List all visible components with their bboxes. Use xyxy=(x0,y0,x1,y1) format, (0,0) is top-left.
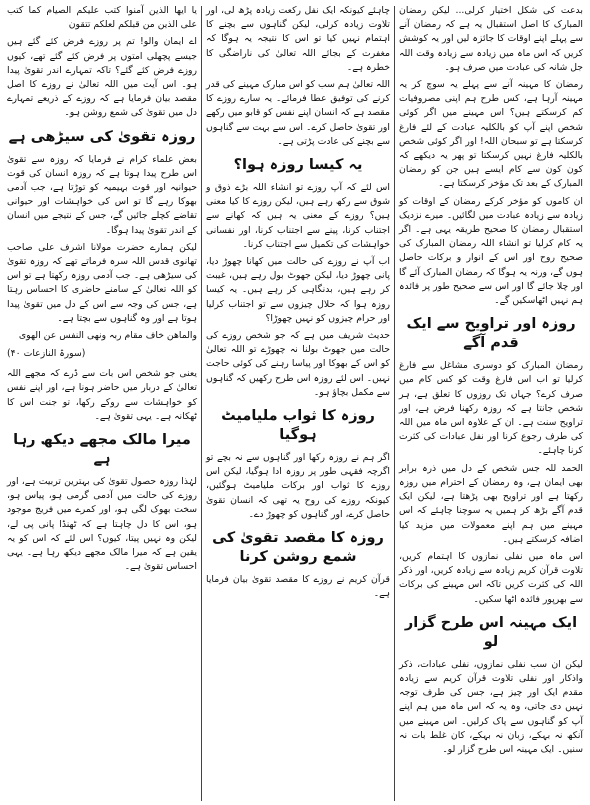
column-middle xyxy=(203,4,393,801)
section-heading: روزہ کا ثواب ملیامیٹ ہوگیا xyxy=(221,408,375,444)
paragraph: اگر ہم نے روزہ رکھا اور گناہوں سے نہ بچے تو اگرچہ فقہی طور پر روزہ ادا ہوگیا، لیکن اس روزے کا ثواب اور برکات ملیامیٹ ہوگئیں، کیونکہ روزے کی روح یہ تھی کہ انسان تقویٰ حاصل کرے، اور گناہوں کو چھوڑ دے۔ xyxy=(206,452,390,520)
paragraph: قرآن کریم نے روزے کا مقصد تقویٰ بیان فرمایا ہے۔ xyxy=(206,574,390,600)
section-heading: روزہ اور تراویح سے ایک قدم آگے xyxy=(406,316,576,352)
verse-text: والماھن خاف مقام ربہ ونھی النفس عن الھوی xyxy=(18,330,197,342)
paragraph: یعنی جو شخص اس بات سے ڈرے کہ مجھے اللہ تعالیٰ کے دربار میں حاضر ہونا ہے، اور اپنے نفس کو خواہشات سے روکے رکھا، تو جنت اس کا ٹھکانہ ہے۔ یہی تقویٰ ہے۔ xyxy=(7,368,197,422)
section-heading: روزہ تقویٰ کی سیڑھی ہے xyxy=(8,128,196,145)
paragraph: بدعت کی شکل اختیار کرلی... لیکن رمضان المبارک کا اصل استقبال یہ ہے کہ رمضان آنے سے پہلے اپنے اوقات کا جائزہ لیں اور یہ کوشش کریں کہ اس ماہ میں زیادہ سے زیادہ وقت اللہ جل شانہ کی عبادت میں صرف ہو۔ xyxy=(399,5,583,73)
verse-reference: (سورۃ النازعات ۴۰) xyxy=(7,348,86,360)
section-heading: یہ کیسا روزہ ہوا؟ xyxy=(233,157,363,174)
column-right xyxy=(396,4,586,801)
paragraph: لہٰذا روزہ حصول تقویٰ کی بہترین تربیت ہے، اور روزے کی حالت میں آدمی گرمی ہو، پیاس ہو، سخت بھوک لگی ہو، اور کمرے میں فریج موجود ہو، اس کا دل چاہتا ہے کہ ٹھنڈا پانی پی لے، لیکن وہ نہیں پیتا، کیوں؟ اس لئے کہ اس کو یہ یقین ہے کہ میرا مالک مجھے دیکھ رہا ہے۔ یہی احساس تقویٰ ہے۔ xyxy=(7,476,197,573)
paragraph: چاہئے کیونکہ ایک نفل رکعت زیادہ پڑھ لی، اور تلاوت زیادہ کرلی، لیکن گناہوں سے بچنے کا اہتمام نہیں کیا تو اس کا نتیجہ یہ ہوگا کہ مغفرت کے بجائے اللہ تعالیٰ کی ناراضگی کا خطرہ ہے۔ xyxy=(206,5,390,73)
paragraph: رمضان کا مہینہ آنے سے پہلے یہ سوچ کر یہ مہینہ آرہا ہے، کس طرح ہم اپنی مصروفیات کم کرسکتے ہیں؟ اس مہینے میں اگر کوئی شخص اپنے آپ کو بالکلیہ عبادت کے لئے فارغ کرسکتا ہے تو سبحان اللہ! اور اگر کوئی شخص بالکلیہ فارغ نہیں کرسکتا تو پھر یہ دیکھے کہ کون کون سے کام ایسے ہیں جن کو رمضان المبارک کے بعد تک مؤخر کرسکتا ہے۔ xyxy=(399,79,583,190)
section-heading: روزہ کا مقصد تقویٰ کی شمع روشن کرنا xyxy=(212,530,384,566)
verse-quote xyxy=(7,329,197,361)
paragraph: لیکن ان سب نفلی نمازوں، نفلی عبادات، ذکر واذکار اور نفلی تلاوت قرآن کریم سے زیادہ مقدم ایک اور چیز ہے، جس کی طرف توجہ نہیں دی جاتی، وہ یہ کہ اس ماہ میں ہم اپنے آپ کو گناہوں سے پاک کرلیں۔ اس مہینے میں آنکھ نہ بہکے، زبان نہ بہکے، کان غلط بات نہ سنیں۔ ایک مہینہ اس طرح گزار لو۔ xyxy=(399,658,583,755)
paragraph: بعض علماء کرام نے فرمایا کہ روزہ سے تقویٰ اس طرح پیدا ہوتا ہے کہ روزہ انسان کی قوت حیوانیہ اور قوت بہیمیہ کو توڑتا ہے، جب آدمی بھوکا رہے گا تو اس کی خواہشات اور حیوانی تقاضے کچلے جائیں گے، جس کے نتیجے میں انسان کے اندر تقویٰ پیدا ہوگا۔ xyxy=(7,153,197,236)
paragraph: لیکن ہمارے حضرت مولانا اشرف علی صاحب تھانوی قدس اللہ سرہ فرماتے تھے کہ روزہ تقویٰ کی سیڑھی ہے۔ جب آدمی روزہ رکھتا ہے تو اس کو اللہ تعالیٰ کے سامنے حاضری کا احساس رہتا ہے، جس کی وجہ سے اس کے دل میں تقویٰ پیدا ہوتا ہے اور وہ گناہوں سے بچتا ہے۔ xyxy=(7,241,197,324)
section-heading: ایک مہینہ اس طرح گزار لو xyxy=(404,614,578,650)
paragraph: الحمد للہ جس شخص کے دل میں ذرہ برابر بھی ایمان ہے، وہ رمضان کے احترام میں روزہ رکھتا ہے اور تراویح بھی پڑھتا ہے، لیکن ایک قدم آگے بڑھ کر ہمیں یہ سوچنا چاہئے کہ اس مہینے میں ہم اپنے معمولات میں مزید کیا اضافہ کرسکتے ہیں۔ xyxy=(399,462,583,545)
paragraph: رمضان المبارک کو دوسری مشاغل سے فارغ کرلیا تو اب اس فارغ وقت کو کس کام میں صرف کرے؟ جہاں تک روزوں کا تعلق ہے، ہر شخص جانتا ہے کہ روزہ رکھنا فرض ہے، اور تراویح سنت ہے۔ ان کے علاوہ اس ماہ میں اللہ کی طرف رجوع کرنا اور نفل عبادات کی کثرت کرنا چاہئے۔ xyxy=(399,360,583,457)
paragraph: حدیث شریف میں ہے کہ جو شخص روزے کی حالت میں جھوٹ بولنا نہ چھوڑے تو اللہ تعالیٰ کو اس کے بھوکا اور پیاسا رہنے کی کوئی حاجت نہیں۔ اس لئے روزہ اس طرح رکھیں کہ گناہوں سے مکمل بچاؤ ہو۔ xyxy=(206,330,390,398)
quran-verse: یا ایھا الذین آمنوا کتب علیکم الصیام کما کتب علی الذین من قبلکم لعلکم تتقون xyxy=(7,5,197,31)
paragraph: اب آپ نے روزے کی حالت میں کھانا چھوڑ دیا، پانی چھوڑ دیا، لیکن جھوٹ بول رہے ہیں، غیبت کر رہے ہیں، بدنگاہی کر رہے ہیں۔ یہ کیسا روزہ ہوا کہ حلال چیزوں سے تو اجتناب کرلیا اور حرام چیزوں کو نہیں چھوڑا؟ xyxy=(206,256,390,324)
paragraph: اس ماہ میں نفلی نمازوں کا اہتمام کریں، تلاوت قرآن کریم زیادہ سے زیادہ کریں، اور ذکر اللہ کی کثرت کریں تاکہ اس مہینے کی برکات سے بھرپور فائدہ اٹھا سکیں۔ xyxy=(399,550,583,605)
column-divider xyxy=(394,6,395,801)
column-left xyxy=(4,4,200,801)
paragraph: اس لئے کہ آپ روزے تو انشاء اللہ بڑے ذوق و شوق سے رکھ رہے ہیں، لیکن روزے کا کیا معنی ہیں؟ روزے کے معنی یہ ہیں کہ کھانے سے اجتناب کرنا، پینے سے اجتناب کرنا، اور نفسانی خواہشات کی تکمیل سے اجتناب کرنا۔ xyxy=(206,182,390,250)
paragraph: ان کاموں کو مؤخر کرکے رمضان کے اوقات کو زیادہ سے زیادہ عبادت میں لگائیں۔ میرے نزدیک استقبال رمضان کا صحیح طریقہ یہی ہے۔ اگر یہ کام کرلیا تو انشاء اللہ رمضان المبارک کی صحیح روح اور اس کے انوار و برکات حاصل ہوں گے، ورنہ یہ ہوگا کہ رمضان المبارک آئے گا اور چلا جائے گا اور اس سے صحیح طور پر فائدہ ہم نہیں اٹھاسکیں گے۔ xyxy=(399,195,583,307)
column-divider xyxy=(201,6,202,801)
paragraph: اللہ تعالیٰ ہم سب کو اس مبارک مہینے کی قدر کرنے کی توفیق عطا فرمائے۔ یہ سارے روزے کا مقصد ہے کہ انسان اپنے نفس کو قابو میں رکھے اور تقویٰ حاصل کرے۔ اس سے بہت سے گناہوں سے بچنے کی عادت پڑتی ہے۔ xyxy=(206,79,390,147)
paragraph: اے ایمان والو! تم پر روزے فرض کئے گئے ہیں جیسے پچھلی امتوں پر فرض کئے گئے تھے، کیوں روزے فرض کئے گئے؟ تاکہ تمہارے اندر تقویٰ پیدا ہو۔ اس آیت میں اللہ تعالیٰ نے روزے کا اصل مقصد بیان فرمایا ہے کہ روزے کے ذریعے تمہارے دل میں تقویٰ کی شمع روشن ہو۔ xyxy=(7,36,197,119)
section-heading: میرا مالک مجھے دیکھ رہا ہے xyxy=(13,432,191,468)
